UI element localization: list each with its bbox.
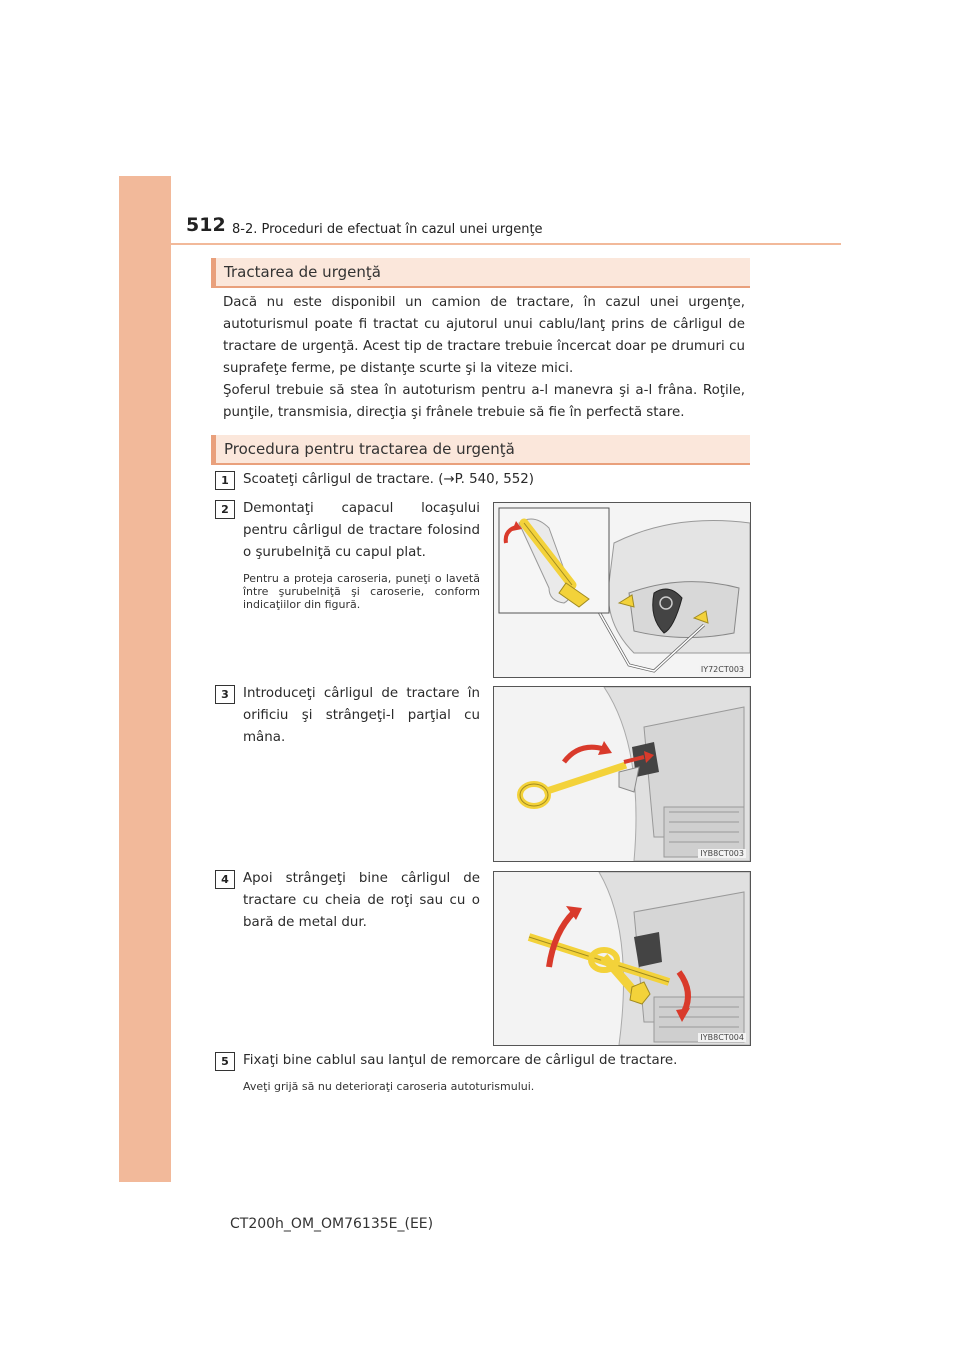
section-heading-towing — [211, 258, 750, 288]
illustration-tighten-hook — [493, 871, 751, 1046]
step-text-3: Introduceţi cârligul de tractare în orificiu şi strângeţi-l parţial cu mâna. — [243, 686, 480, 745]
step-number-1: 1 — [215, 471, 235, 490]
image-code: IY72CT003 — [700, 665, 744, 674]
step-note-5: Aveţi grijă să nu deterioraţi caroseria autoturismului. — [243, 1080, 535, 1093]
step-text-2: Demontaţi capacul locaşului pentru cârligul de tractare folosind o şurubelniţă cu capul plat. — [243, 501, 480, 560]
chapter-sidebar — [119, 176, 171, 1182]
image-code: IYB8CT004 — [700, 1033, 744, 1042]
chapter-title: 8-2. Proceduri de efectuat în cazul unei urgenţe — [232, 222, 543, 237]
header-rule — [171, 243, 841, 245]
step-text-4: Apoi strângeţi bine cârligul de tractare cu cheia de roţi sau cu o bară de metal dur. — [243, 871, 480, 930]
step-text-5: Fixaţi bine cablul sau lanţul de remorcare de cârligul de tractare. — [243, 1053, 678, 1068]
document-code: CT200h_OM_OM76135E_(EE) — [230, 1216, 434, 1232]
step-number-2: 2 — [215, 500, 235, 519]
step-number-3: 3 — [215, 685, 235, 704]
step-number-4: 4 — [215, 870, 235, 889]
illustration-insert-hook — [493, 686, 751, 862]
step-text-1: Scoateţi cârligul de tractare. (→P. 540, 552) — [243, 472, 534, 487]
intro-text-2: Şoferul trebuie să stea în autoturism pentru a-l manevra şi a-l frâna. Roţile, punţile, transmisia, direcţia şi frânele trebuie să fie în perfectă stare. — [223, 383, 745, 420]
intro-paragraph — [223, 292, 745, 424]
image-code: IYB8CT003 — [700, 849, 744, 858]
step-number-5: 5 — [215, 1052, 235, 1071]
step-note-2: Pentru a proteja caroseria, puneţi o lavetă între şurubelniţă şi caroserie, conform indicaţiilor din figură. — [243, 572, 480, 611]
section-title: Tractarea de urgenţă — [224, 263, 381, 281]
illustration-remove-cover — [493, 502, 751, 678]
page-number: 512 — [186, 214, 226, 236]
section-title: Procedura pentru tractarea de urgenţă — [224, 440, 515, 458]
section-heading-procedure — [211, 435, 750, 465]
intro-text-1: Dacă nu este disponibil un camion de tractare, în cazul unei urgenţe, autoturismul poate fi tractat cu ajutorul unui cablu/lanţ prins de cârligul de tractare de urgenţă. Acest tip de tractare trebuie încercat doar pe drumuri cu suprafeţe ferme, pe distanţe scurte şi la viteze mici. — [223, 295, 745, 376]
